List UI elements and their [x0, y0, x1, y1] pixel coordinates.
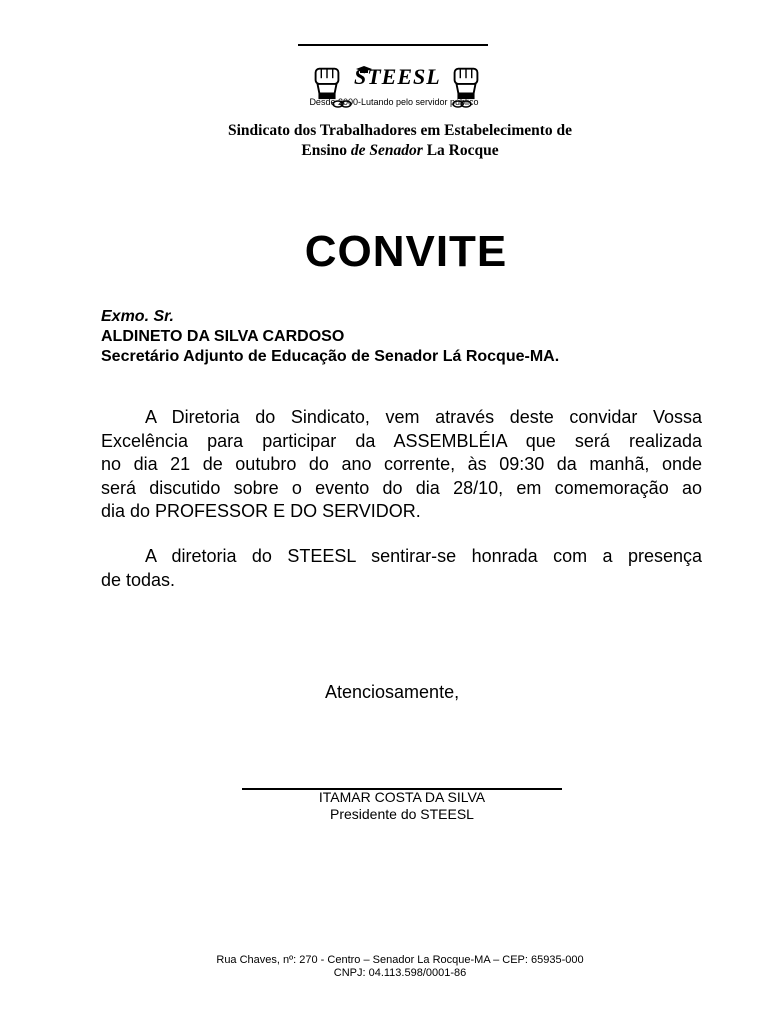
paragraph-line: no dia 21 de outubro do ano corrente, às 09:30 da manhã, onde	[101, 454, 702, 474]
raised-fist-icon	[308, 63, 346, 101]
organization-name-italic-part: de Senador	[350, 142, 423, 159]
organization-name-part: La Rocque	[422, 142, 499, 159]
paragraph-line: Excelência para participar da ASSEMBLÉIA que será realizada	[101, 430, 702, 451]
footer	[150, 954, 650, 980]
organization-name-part: Ensino	[301, 142, 351, 159]
paragraph-line: de todas.	[101, 569, 176, 590]
organization-name-line2	[150, 141, 650, 161]
footer-cnpj: CNPJ: 04.113.598/0001-86	[333, 967, 467, 979]
paragraph-line: A Diretoria do Sindicato, vem através deste convidar Vossa	[145, 407, 702, 427]
addressee-block	[101, 307, 711, 367]
logo-slogan: Desde 2000-Lutando pelo servidor público	[309, 97, 479, 107]
addressee-salutation: Exmo. Sr.	[101, 308, 174, 325]
raised-fist-icon	[447, 63, 485, 101]
paragraph-line: será discutido sobre o evento do dia 28/10, em comemoração ao	[101, 477, 702, 498]
union-logo	[296, 44, 492, 114]
paragraph-line: dia do PROFESSOR E DO SERVIDOR.	[101, 501, 421, 521]
signatory-role: Presidente do STEESL	[330, 806, 474, 822]
closing-text: Atenciosamente,	[325, 682, 460, 702]
addressee-name: ALDINETO DA SILVA CARDOSO	[101, 328, 345, 345]
organization-name-line1: Sindicato dos Trabalhadores em Estabelecimento de	[227, 122, 573, 139]
addressee-role: Secretário Adjunto de Educação de Senador Lá Rocque-MA.	[101, 348, 560, 365]
logo-top-rule	[298, 44, 488, 46]
footer-address: Rua Chaves, nº: 270 - Centro – Senador La Rocque-MA – CEP: 65935-000	[216, 954, 584, 966]
organization-name	[150, 121, 650, 161]
document-title: CONVITE	[304, 227, 508, 276]
body-paragraph-2	[101, 545, 702, 592]
paragraph-line: A diretoria do STEESL sentirar-se honrada com a presença	[145, 546, 702, 566]
body-paragraph-1	[101, 406, 702, 524]
logo-brand-text: STEESL	[354, 64, 441, 89]
signatory-name: ITAMAR COSTA DA SILVA	[318, 789, 486, 805]
